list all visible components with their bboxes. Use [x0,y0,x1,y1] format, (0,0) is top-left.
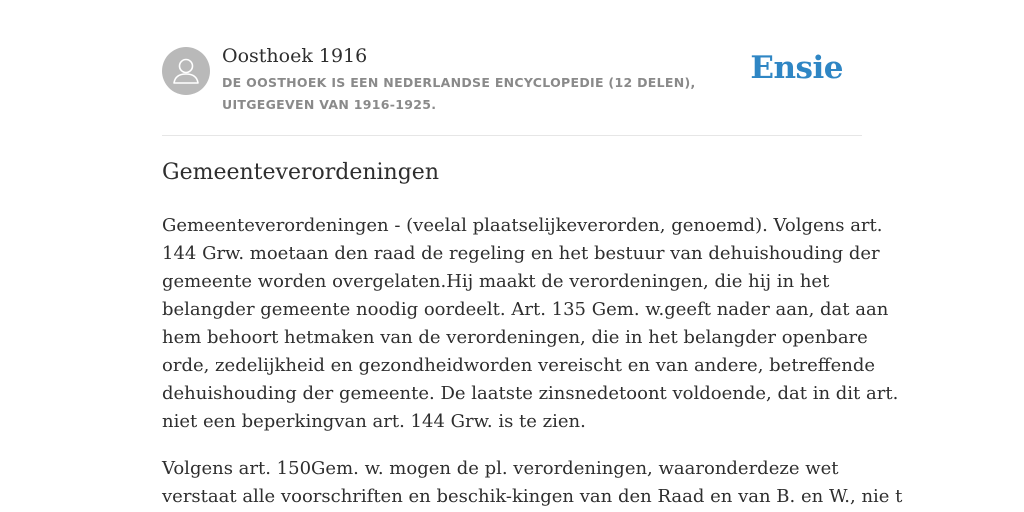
source-header [162,0,862,136]
article-title: Gemeenteverordeningen [162,160,439,185]
person-icon [162,47,210,95]
paragraph-line: gemeente worden overgelaten.Hij maakt de verordeningen, die hij in het [162,271,830,292]
article-paragraph-2 [162,455,903,511]
paragraph-line: niet een beperkingvan art. 144 Grw. is te zien. [162,411,586,432]
paragraph-line: 144 Grw. moetaan den raad de regeling en het bestuur van dehuishouding der [162,243,880,264]
paragraph-line: belangder gemeente noodig oordeelt. Art. 135 Gem. w.geeft nader aan, dat aan [162,299,889,320]
ensie-logo[interactable]: Ensie [750,50,843,86]
user-avatar-icon[interactable] [162,47,210,95]
paragraph-line: verstaat alle voorschriften en beschik-kingen van den Raad en van B. en W., nie t [162,486,903,507]
source-description: DE OOSTHOEK IS EEN NEDERLANDSE ENCYCLOPEDIE (12 DELEN), UITGEGEVEN VAN 1916-1925. [222,75,696,112]
paragraph-line: dehuishouding der gemeente. De laatste zinsnedetoont voldoende, dat in dit art. [162,383,899,404]
source-name[interactable]: Oosthoek 1916 [222,45,368,67]
paragraph-line: orde, zedelijkheid en gezondheidworden vereischt en van andere, betreffende [162,355,876,376]
paragraph-line: Volgens art. 150Gem. w. mogen de pl. verordeningen, waaronderdeze wet [162,458,839,479]
paragraph-line: Gemeenteverordeningen - (veelal plaatselijkeverorden, genoemd). Volgens art. [162,215,883,236]
article-paragraph-1 [162,212,899,436]
page-content [162,0,903,507]
paragraph-line: hem behoort hetmaken van de verordeningen, die in het belangder openbare [162,327,868,348]
